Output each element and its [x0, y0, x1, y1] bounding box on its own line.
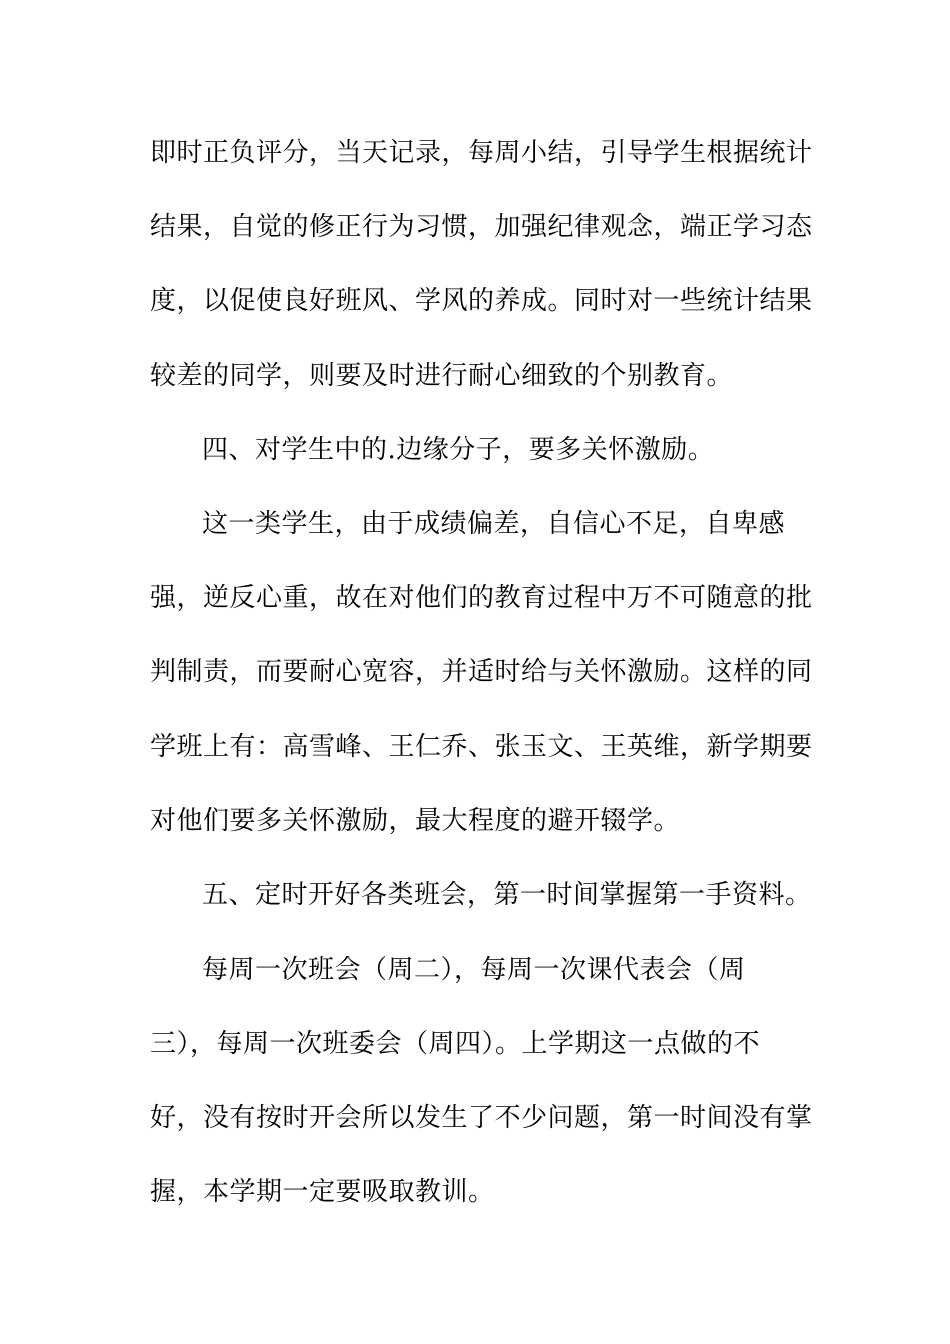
- paragraph-line: 强，逆反心重，故在对他们的教育过程中万不可随意的批: [150, 583, 813, 613]
- paragraph-line: 对他们要多关怀激励，最大程度的避开辍学。: [150, 806, 681, 836]
- paragraph-line: 判制责，而要耐心宽容，并适时给与关怀激励。这样的同: [150, 657, 813, 687]
- paragraph-line: 即时正负评分，当天记录，每周小结，引导学生根据统计: [150, 138, 813, 168]
- paragraph-line: 结果，自觉的修正行为习惯，加强纪律观念，端正学习态: [150, 212, 813, 242]
- paragraph-line: 每周一次班会（周二），每周一次课代表会（周: [202, 955, 746, 985]
- section-heading: 四、对学生中的.边缘分子，要多关怀激励。: [202, 435, 715, 465]
- paragraph-line: 这一类学生，由于成绩偏差，自信心不足，自卑感: [202, 509, 786, 539]
- section-heading: 五、定时开好各类班会，第一时间掌握第一手资料。: [202, 880, 812, 910]
- paragraph-line: 握，本学期一定要吸取教训。: [150, 1177, 495, 1207]
- paragraph-line: 三），每周一次班委会（周四）。上学期这一点做的不: [150, 1029, 761, 1059]
- paragraph-line: 好，没有按时开会所以发生了不少问题，第一时间没有掌: [150, 1103, 813, 1133]
- paragraph-line: 较差的同学，则要及时进行耐心细致的个别教育。: [150, 361, 734, 391]
- paragraph-line: 学班上有：高雪峰、王仁乔、张玉文、王英维，新学期要: [150, 732, 813, 762]
- paragraph-line: 度，以促使良好班风、学风的养成。同时对一些统计结果: [150, 286, 813, 316]
